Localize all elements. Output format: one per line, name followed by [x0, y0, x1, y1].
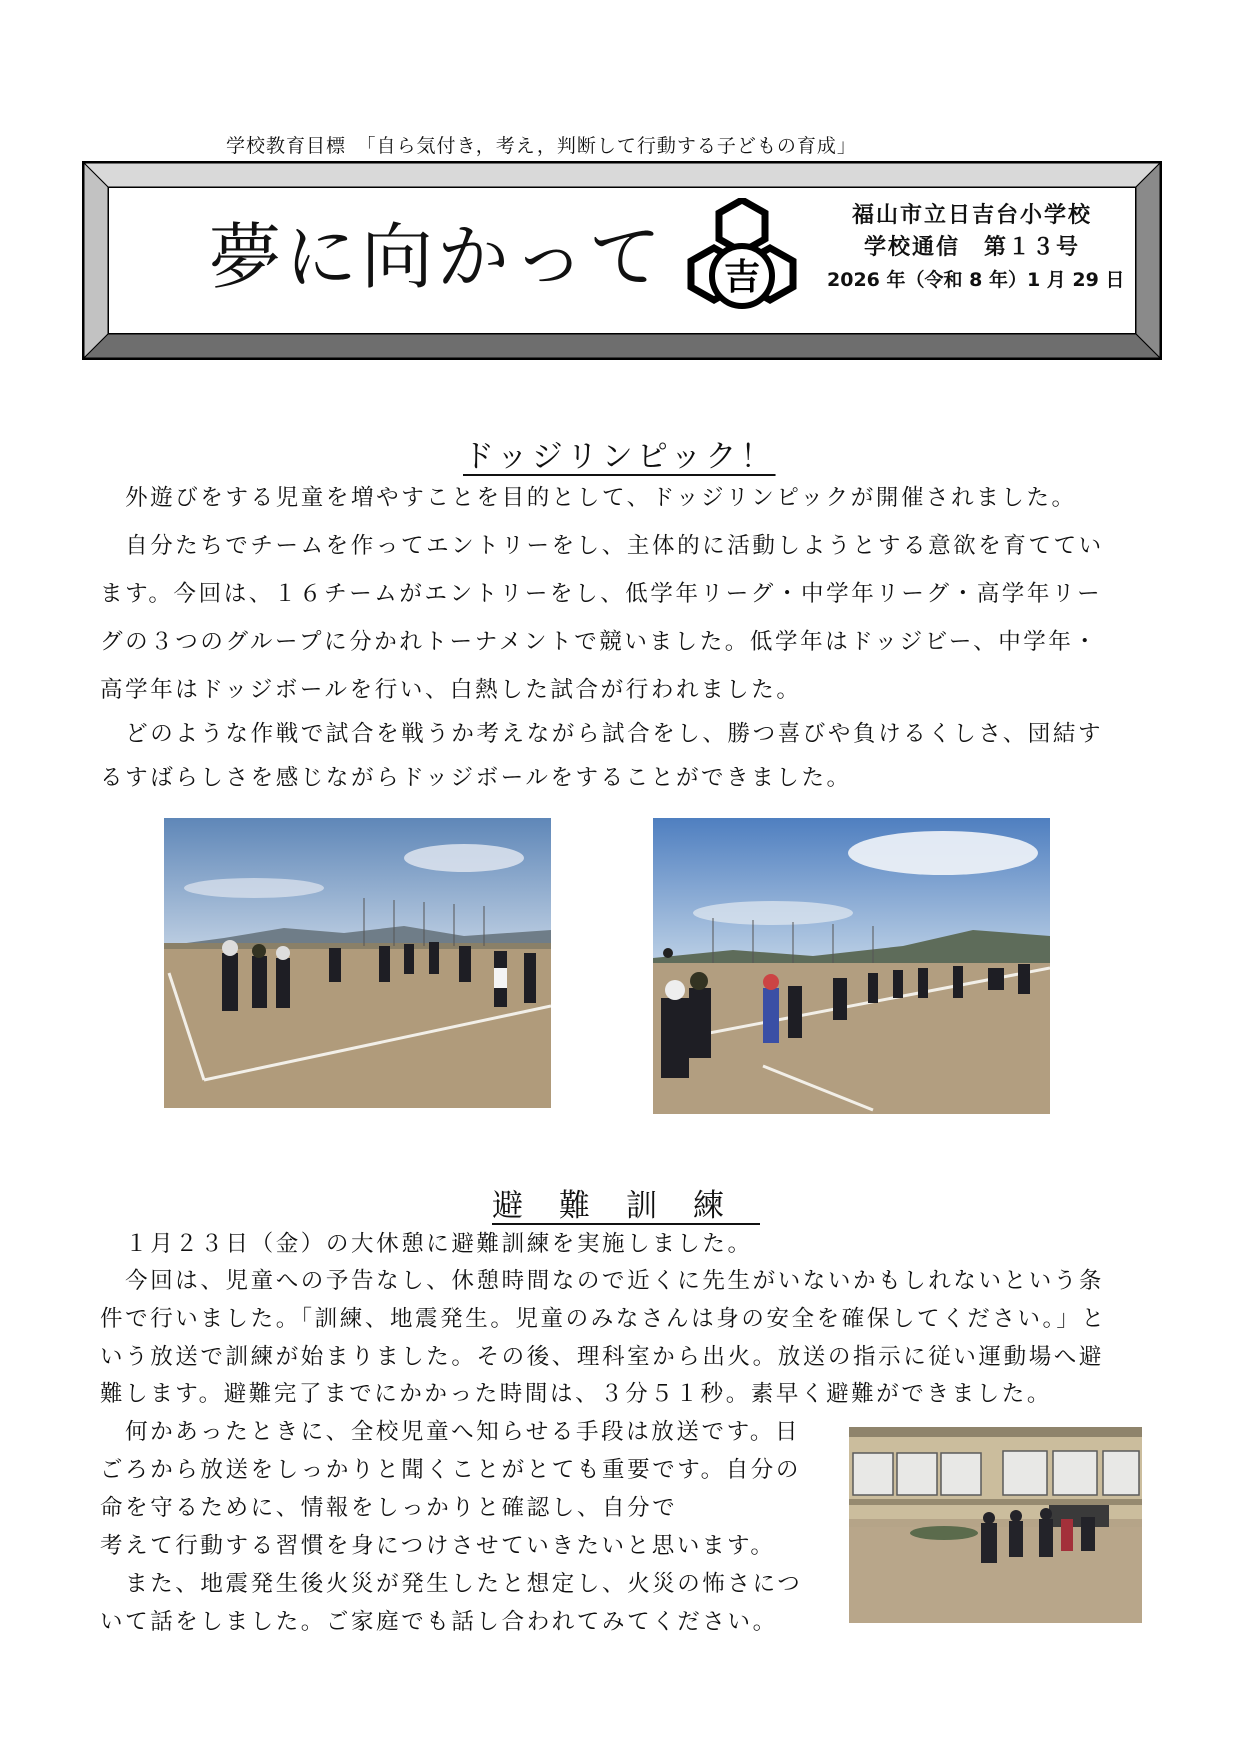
paragraph-line: 件で行いました。「訓練、地震発生。児童のみなさんは身の安全を確保してください。」と — [100, 1306, 1107, 1332]
paragraph-line: 考えて行動する習慣を身につけさせていきたいと思います。 — [100, 1533, 776, 1559]
issue-number: 学校通信 第１３号 — [863, 235, 1080, 260]
header-panel — [108, 187, 1136, 334]
dodgeball-photo-1 — [164, 818, 551, 1108]
newsletter-header — [82, 161, 1162, 360]
school-info — [827, 200, 1125, 296]
issue-date: 2026 年（令和 8 年）1 月 29 日 — [827, 269, 1125, 291]
evacuation-photo — [849, 1427, 1142, 1623]
section-heading-dodgelympic: ドッジリンピック！ — [463, 439, 776, 475]
paragraph-line: いう放送で訓練が始まりました。その後、理科室から出火。放送の指示に従い運動場へ避 — [100, 1344, 1105, 1370]
dodgeball-photo-2 — [653, 818, 1050, 1114]
paragraph-line: 何かあったときに、全校児童へ知らせる手段は放送です。日 — [100, 1419, 801, 1445]
paragraph-line: 今回は、児童への予告なし、休憩時間なので近くに先生がいないかもしれないという条 — [100, 1268, 1105, 1294]
paragraph-line: 外遊びをする児童を増やすことを目的として、ドッジリンピックが開催されました。 — [100, 485, 1077, 511]
paragraph-line: 命を守るために、情報をしっかりと確認し、自分で — [100, 1495, 678, 1521]
paragraph-line: どのような作戦で試合を戦うか考えながら試合をし、勝つ喜びや負けるくしさ、団結す — [100, 721, 1104, 747]
school-emblem — [687, 198, 797, 326]
school-goal: 学校教育目標 「自ら気付き，考え，判断して行動する子どもの育成」 — [226, 135, 857, 157]
paragraph-line: るすばらしさを感じながらドッジボールをすることができました。 — [100, 765, 852, 791]
paragraph-line: 高学年はドッジボールを行い、白熱した試合が行われました。 — [100, 677, 802, 703]
paragraph-line: １月２３日（金）の大休憩に避難訓練を実施しました。 — [100, 1231, 753, 1257]
paragraph-line: グの３つのグループに分かれトーナメントで競いました。低学年はドッジビー、中学年・ — [100, 629, 1099, 655]
school-name: 福山市立日吉台小学校 — [851, 203, 1092, 228]
paragraph-line: また、地震発生後火災が発生したと想定し、火災の怖さにつ — [100, 1571, 803, 1597]
paragraph-line: 難します。避難完了までにかかった時間は、３分５１秒。素早く避難ができました。 — [100, 1381, 1053, 1407]
paragraph-line: ごろから放送をしっかりと聞くことがとても重要です。自分の — [100, 1457, 802, 1483]
paragraph-line: いて話をしました。ご家庭でも話し合われてみてください。 — [100, 1609, 778, 1635]
newsletter-title: 夢に向かって — [209, 215, 666, 299]
emblem-character: 吉 — [723, 257, 761, 298]
section-heading-evacuation-drill: 避難訓練 — [492, 1188, 760, 1224]
paragraph-line: 自分たちでチームを作ってエントリーをし、主体的に活動しようとする意欲を育ててい — [100, 533, 1104, 559]
paragraph-line: ます。今回は、１６チームがエントリーをし、低学年リーグ・中学年リーグ・高学年リー — [100, 581, 1103, 607]
